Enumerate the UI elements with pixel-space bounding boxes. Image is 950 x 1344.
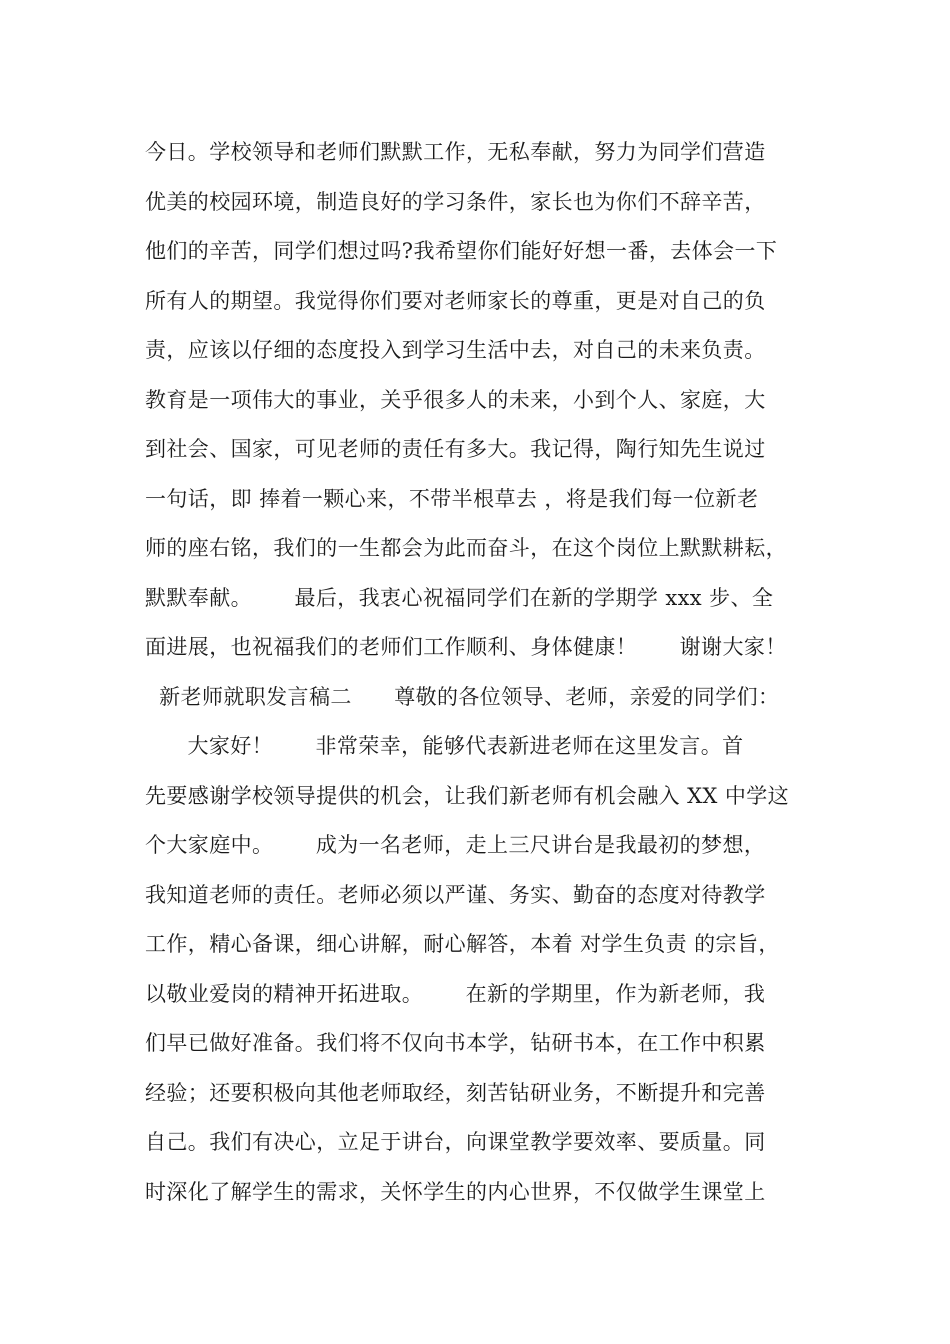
- text-line: 我知道老师的责任。老师必须以严谨、务实、勤奋的态度对待教学: [145, 882, 766, 907]
- text-line: 面进展，也祝福我们的老师们工作顺利、身体健康！ 谢谢大家！: [145, 635, 787, 659]
- text-line: 时深化了解学生的需求，关怀学生的内心世界，不仅做学生课堂上: [145, 1179, 766, 1204]
- text-line: 他们的辛苦，同学们想过吗?我希望你们能好好想一番，去体会一下: [145, 239, 778, 263]
- text-line: 所有人的期望。我觉得你们要对老师家长的尊重，更是对自己的负: [145, 288, 766, 313]
- text-line: 们早已做好准备。我们将不仅向书本学，钻研书本，在工作中积累: [145, 1031, 766, 1055]
- section-title-line: 新老师就职发言稿二 尊敬的各位领导、老师，亲爱的同学们：: [145, 684, 780, 709]
- text-line: 教育是一项伟大的事业，关乎很多人的未来，小到个人、家庭，大: [145, 387, 766, 412]
- text-line: 优美的校园环境，制造良好的学习条件，家长也为你们不辞辛苦，: [145, 189, 766, 214]
- text-line: 师的座右铭，我们的一生都会为此而奋斗，在这个岗位上默默耕耘，: [145, 536, 787, 560]
- text-line: 工作，精心备课，细心讲解，耐心解答，本着 对学生负责 的宗旨，: [145, 932, 780, 956]
- text-line: 默默奉献。 最后，我衷心祝福同学们在新的学期学 xxx 步、全: [145, 585, 774, 610]
- text-line: 到社会、国家，可见老师的责任有多大。我记得，陶行知先生说过: [145, 437, 766, 461]
- text-line: 先要感谢学校领导提供的机会，让我们新老师有机会融入 XX 中学这: [145, 783, 790, 808]
- text-line: 一句话，即 捧着一颗心来，不带半根草去 ，将是我们每一位新老: [145, 486, 759, 511]
- text-line: 责，应该以仔细的态度投入到学习生活中去，对自己的未来负责。: [145, 338, 766, 362]
- text-line: 以敬业爱岗的精神开拓进取。 在新的学期里，作为新老师，我: [145, 981, 766, 1006]
- text-line: 经验；还要积极向其他老师取经，刻苦钻研业务，不断提升和完善: [145, 1080, 766, 1105]
- body-text: [145, 128, 835, 1217]
- text-line: 今日。学校领导和老师们默默工作，无私奉献，努力为同学们营造: [145, 140, 766, 164]
- text-line: 自己。我们有决心，立足于讲台，向课堂教学要效率、要质量。同: [145, 1130, 766, 1154]
- text-line: 个大家庭中。 成为一名老师，走上三尺讲台是我最初的梦想，: [145, 833, 766, 857]
- text-line: 大家好！ 非常荣幸，能够代表新进老师在这里发言。首: [145, 734, 744, 758]
